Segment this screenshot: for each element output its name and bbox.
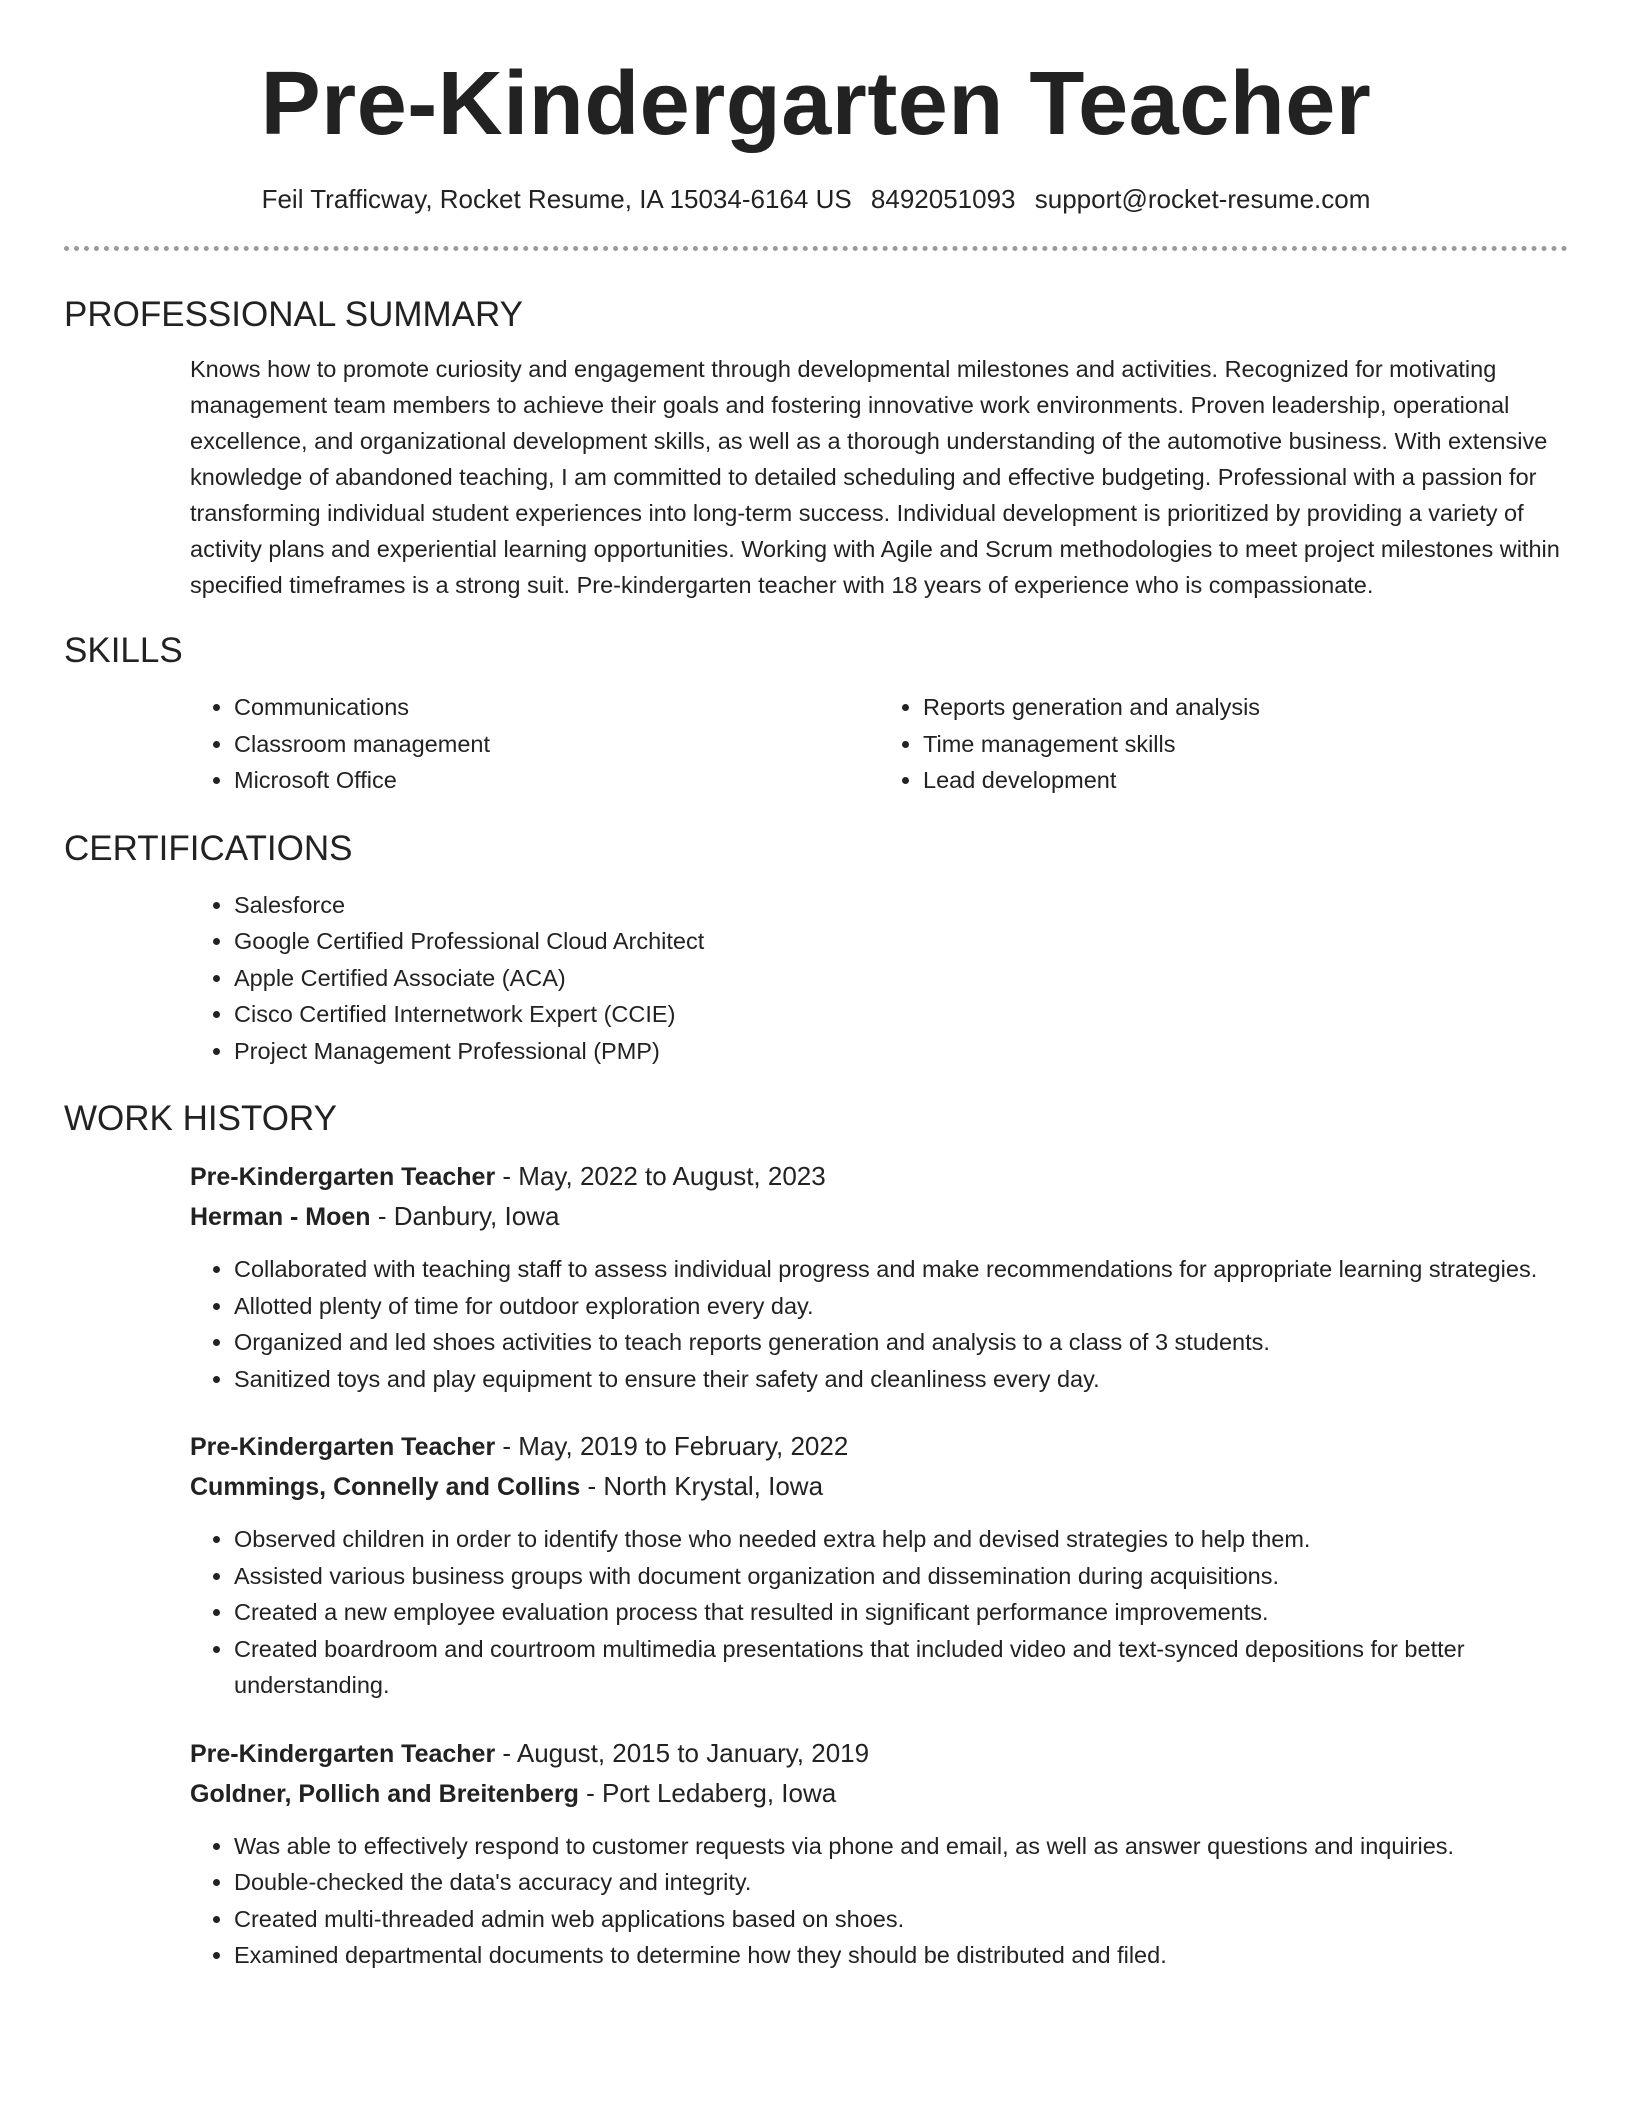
job-company: Herman - Moen [190, 1203, 371, 1231]
resume-page [64, 52, 1568, 1974]
job-company: Goldner, Pollich and Breitenberg [190, 1779, 579, 1808]
skill-item: • Lead development [923, 762, 1568, 799]
job-bullet: • Collaborated with teaching staff to assess individual progress and make recommendations for appropriate learning strategies. [234, 1251, 1568, 1288]
skills-list-left [190, 689, 879, 799]
job-company-line [190, 1467, 1568, 1507]
professional-summary-section [64, 293, 1568, 603]
job-title-line [190, 1427, 1568, 1467]
job-bullet: • Sanitized toys and play equipment to ensure their safety and cleanliness every day. [234, 1361, 1568, 1398]
certifications-list [190, 887, 1568, 1070]
certification-item: • Salesforce [234, 887, 1568, 924]
contact-line [64, 182, 1568, 216]
job-bullet: • Created a new employee evaluation process that resulted in significant performance improvements. [234, 1594, 1568, 1631]
certification-item: • Cisco Certified Internetwork Expert (CCIE) [234, 996, 1568, 1033]
certification-item: • Google Certified Professional Cloud Architect [234, 923, 1568, 960]
section-title-certifications: CERTIFICATIONS [64, 828, 353, 868]
job-location: - North Krystal, Iowa [580, 1471, 824, 1501]
job-bullet: • Organized and led shoes activities to teach reports generation and analysis to a class of 3 students. [234, 1324, 1568, 1361]
job-bullet: • Observed children in order to identify those who needed extra help and devised strategies to help them. [234, 1521, 1568, 1558]
skills-list-right [879, 689, 1568, 799]
job-bullet: • Assisted various business groups with document organization and dissemination during acquisitions. [234, 1558, 1568, 1595]
skills-grid [190, 689, 1568, 799]
skill-item: • Communications [234, 689, 879, 726]
job-bullet: • Created multi-threaded admin web applications based on shoes. [234, 1901, 1568, 1938]
contact-address: Feil Trafficway, Rocket Resume, IA 15034-6164 US [261, 184, 852, 214]
job-bullets [190, 1521, 1568, 1704]
section-title-work-history: WORK HISTORY [64, 1099, 337, 1138]
job-entry [190, 1734, 1568, 1974]
skill-item: • Classroom management [234, 726, 879, 763]
work-history-section [64, 1097, 1568, 1974]
job-dates: - May, 2019 to February, 2022 [495, 1431, 849, 1461]
certification-item: • Apple Certified Associate (ACA) [234, 960, 1568, 997]
job-role: Pre-Kindergarten Teacher [190, 1739, 496, 1768]
header-divider [64, 246, 1568, 251]
job-bullets [190, 1828, 1568, 1974]
job-entry [190, 1427, 1568, 1704]
job-location: - Danbury, Iowa [370, 1201, 560, 1231]
job-title-line [190, 1157, 1568, 1197]
summary-text: Knows how to promote curiosity and engagement through developmental milestones and activities. Recognized for motivating management team members to achieve their goals and fostering innovative work environments. Proven leadership, operational excellence, and organizational development skills, as well as a thorough understanding of the automotive business. With extensive knowledge of abandoned teaching, I am committed to detailed scheduling and effective budgeting. Professional with a passion for transforming individual student experiences into long-term success. Individual development is prioritized by providing a variety of activity plans and experiential learning opportunities. Working with Agile and Scrum methodologies to meet project milestones within specified timeframes is a strong suit. Pre-kindergarten teacher with 18 years of experience who is compassionate. [190, 356, 1560, 598]
job-role: Pre-Kindergarten Teacher [190, 1163, 496, 1191]
section-title-summary: PROFESSIONAL SUMMARY [64, 295, 523, 334]
skills-section [64, 629, 1568, 799]
job-dates: - August, 2015 to January, 2019 [495, 1737, 870, 1768]
job-role: Pre-Kindergarten Teacher [190, 1433, 496, 1461]
job-bullet: • Double-checked the data's accuracy and integrity. [234, 1864, 1568, 1901]
job-location: - Port Ledaberg, Iowa [578, 1777, 837, 1808]
skill-item: • Reports generation and analysis [923, 689, 1568, 726]
job-bullets [190, 1251, 1568, 1397]
job-company-line [190, 1197, 1568, 1237]
contact-email[interactable]: support@rocket-resume.com [1034, 184, 1371, 214]
job-company-line [190, 1774, 1568, 1814]
certifications-section [64, 827, 1568, 1070]
certification-item: • Project Management Professional (PMP) [234, 1033, 1568, 1070]
job-bullet: • Was able to effectively respond to customer requests via phone and email, as well as answer questions and inquiries. [234, 1828, 1568, 1865]
job-entry [190, 1157, 1568, 1397]
contact-phone: 8492051093 [870, 184, 1016, 214]
section-title-skills: SKILLS [64, 631, 183, 670]
job-bullet: • Allotted plenty of time for outdoor exploration every day. [234, 1288, 1568, 1325]
job-title-line [190, 1734, 1568, 1774]
resume-name: Pre-Kindergarten Teacher [260, 54, 1372, 154]
job-bullet: • Created boardroom and courtroom multimedia presentations that included video and text-synced depositions for better understanding. [234, 1631, 1568, 1704]
job-bullet: • Examined departmental documents to determine how they should be distributed and filed. [234, 1937, 1568, 1974]
job-dates: - May, 2022 to August, 2023 [495, 1161, 826, 1191]
skill-item: • Time management skills [923, 726, 1568, 763]
skill-item: • Microsoft Office [234, 762, 879, 799]
job-company: Cummings, Connelly and Collins [190, 1473, 581, 1501]
